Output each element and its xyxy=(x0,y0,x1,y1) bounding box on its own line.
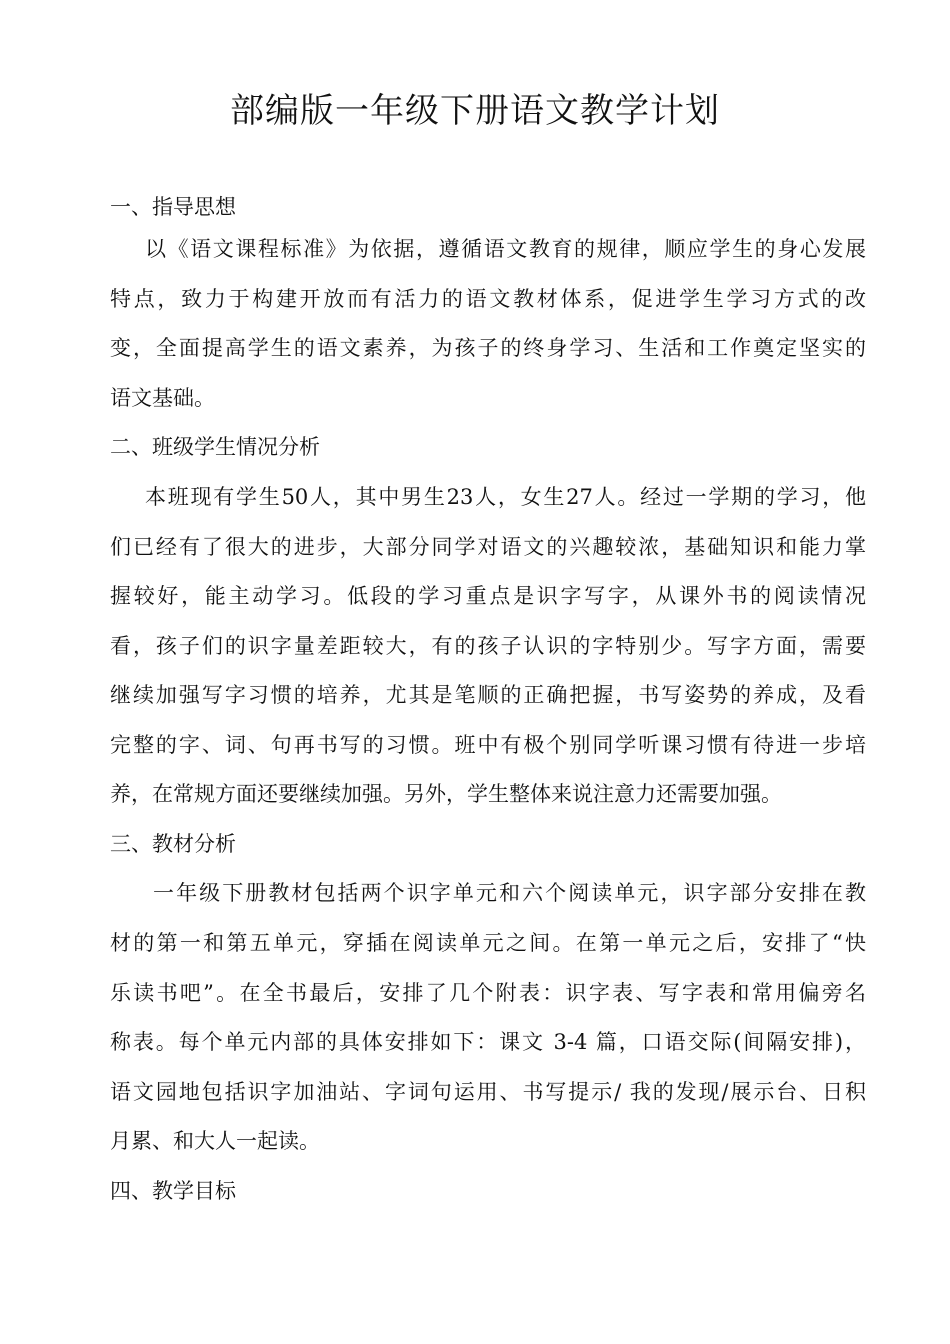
paragraph-line: 握较好，能主动学习。低段的学习重点是识字写字，从课外书的阅读情况 xyxy=(110,584,866,608)
section-heading-class-analysis: 二、班级学生情况分析 xyxy=(110,435,320,459)
section-heading-textbook-analysis: 三、教材分析 xyxy=(110,832,236,856)
paragraph-line: 一年级下册教材包括两个识字单元和六个阅读单元，识字部分安排在教 xyxy=(153,881,866,905)
paragraph-line: 本班现有学生50人，其中男生23人，女生27人。经过一学期的学习，他 xyxy=(145,485,866,509)
paragraph-line: 称表。每个单元内部的具体安排如下：课文 3-4 篇，口语交际(间隔安排)， xyxy=(110,1030,866,1054)
paragraph-line: 乐读书吧”。在全书最后，安排了几个附表：识字表、写字表和常用偏旁名 xyxy=(110,981,866,1005)
paragraph-line: 语文基础。 xyxy=(110,386,215,410)
paragraph-line: 月累、和大人一起读。 xyxy=(110,1129,320,1153)
paragraph-line: 特点，致力于构建开放而有活力的语文教材体系，促进学生学习方式的改 xyxy=(110,287,866,311)
paragraph-line: 们已经有了很大的进步，大部分同学对语文的兴趣较浓，基础知识和能力掌 xyxy=(110,535,866,559)
document-title: 部编版一年级下册语文教学计划 xyxy=(230,91,720,131)
paragraph-line: 看，孩子们的识字量差距较大，有的孩子认识的字特别少。写字方面，需要 xyxy=(110,634,866,658)
section-heading-guiding-ideology: 一、指导思想 xyxy=(110,195,236,219)
paragraph-line: 完整的字、词、句再书写的习惯。班中有极个别同学听课习惯有待进一步培 xyxy=(110,733,866,757)
paragraph-line: 材的第一和第五单元，穿插在阅读单元之间。在第一单元之后，安排了“快 xyxy=(110,931,866,955)
paragraph-line: 以《语文课程标准》为依据，遵循语文教育的规律，顺应学生的身心发展 xyxy=(145,237,866,261)
paragraph-line: 语文园地包括识字加油站、字词句运用、书写提示/ 我的发现/展示台、日积 xyxy=(110,1080,866,1104)
paragraph-line: 变，全面提高学生的语文素养，为孩子的终身学习、生活和工作奠定坚实的 xyxy=(110,336,866,360)
paragraph-line: 继续加强写字习惯的培养，尤其是笔顺的正确把握，书写姿势的养成，及看 xyxy=(110,683,866,707)
section-heading-teaching-goals: 四、教学目标 xyxy=(110,1179,236,1203)
paragraph-line: 养，在常规方面还要继续加强。另外，学生整体来说注意力还需要加强。 xyxy=(110,782,782,806)
